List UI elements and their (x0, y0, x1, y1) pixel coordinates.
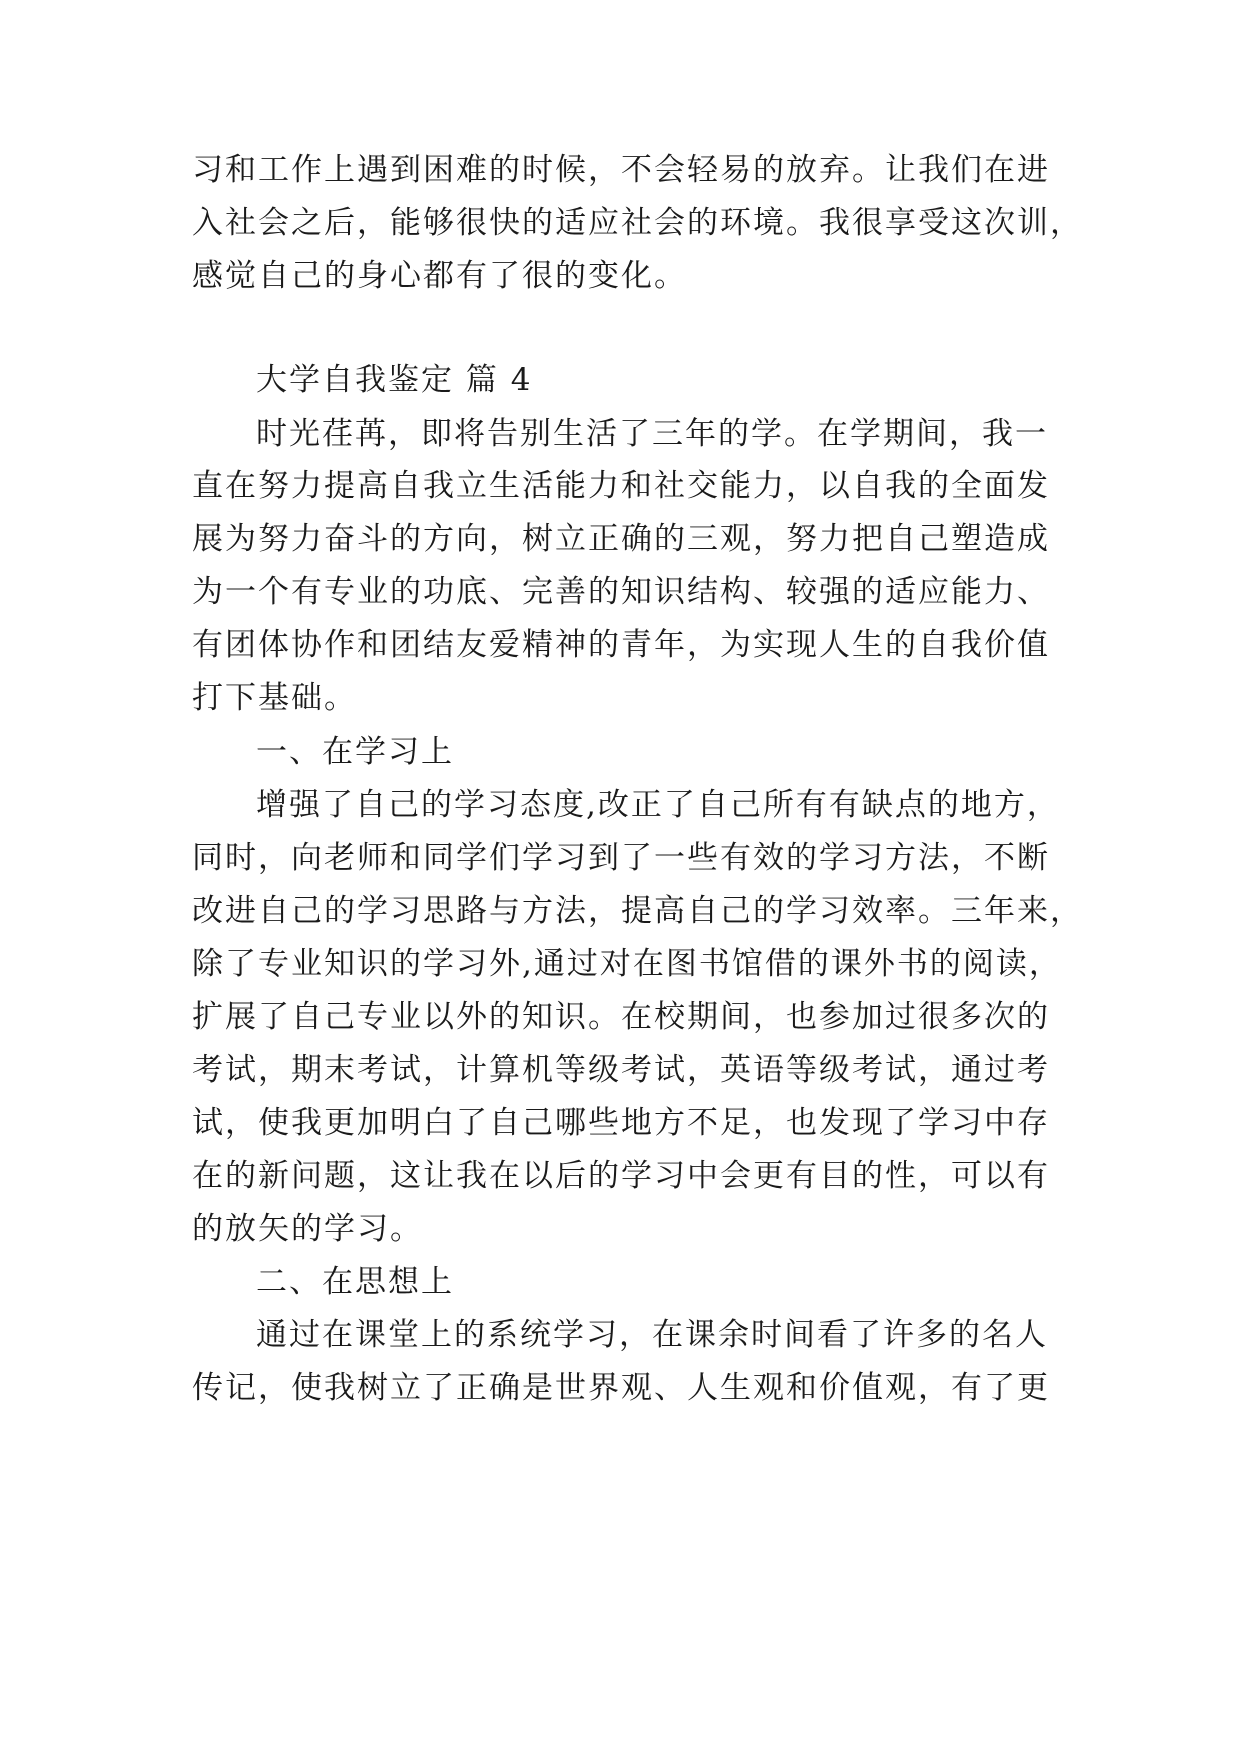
text-line: 扩展了自己专业以外的知识。在校期间，也参加过很多次的 (192, 999, 1050, 1035)
text-line: 增强了自己的学习态度,改正了自己所有有缺点的地方， (256, 787, 1060, 823)
subsection-heading: 二、在思想上 (256, 1264, 454, 1300)
text-line: 除了专业知识的学习外,通过对在图书馆借的课外书的阅读， (192, 946, 1062, 982)
text-line: 通过在课堂上的系统学习，在课余时间看了许多的名人 (256, 1317, 1048, 1353)
text-line: 改进自己的学习思路与方法，提高自己的学习效率。三年来， (192, 893, 1083, 929)
text-line: 展为努力奋斗的方向，树立正确的三观，努力把自己塑造成 (192, 521, 1050, 557)
text-line: 感觉自己的身心都有了很的变化。 (192, 258, 687, 294)
text-line: 传记，使我树立了正确是世界观、人生观和价值观，有了更 (192, 1370, 1050, 1406)
text-line: 为一个有专业的功底、完善的知识结构、较强的适应能力、 (192, 574, 1050, 610)
text-line: 直在努力提高自我立生活能力和社交能力，以自我的全面发 (192, 468, 1050, 504)
text-line: 在的新问题，这让我在以后的学习中会更有目的性，可以有 (192, 1158, 1050, 1194)
text-line: 的放矢的学习。 (192, 1211, 423, 1247)
subsection-heading: 一、在学习上 (256, 734, 454, 770)
text-line: 有团体协作和团结友爱精神的青年，为实现人生的自我价值 (192, 627, 1050, 663)
text-line: 考试，期末考试，计算机等级考试，英语等级考试，通过考 (192, 1052, 1050, 1088)
text-line: 入社会之后，能够很快的适应社会的环境。我很享受这次训， (192, 205, 1083, 241)
text-line: 时光荏苒，即将告别生活了三年的学。在学期间，我一 (256, 416, 1048, 452)
text-line: 同时，向老师和同学们学习到了一些有效的学习方法，不断 (192, 840, 1050, 876)
text-line: 习和工作上遇到困难的时候，不会轻易的放弃。让我们在进 (192, 152, 1050, 188)
text-line: 试，使我更加明白了自己哪些地方不足，也发现了学习中存 (192, 1105, 1050, 1141)
section-heading: 大学自我鉴定 篇 4 (256, 362, 533, 398)
text-line: 打下基础。 (192, 680, 357, 716)
